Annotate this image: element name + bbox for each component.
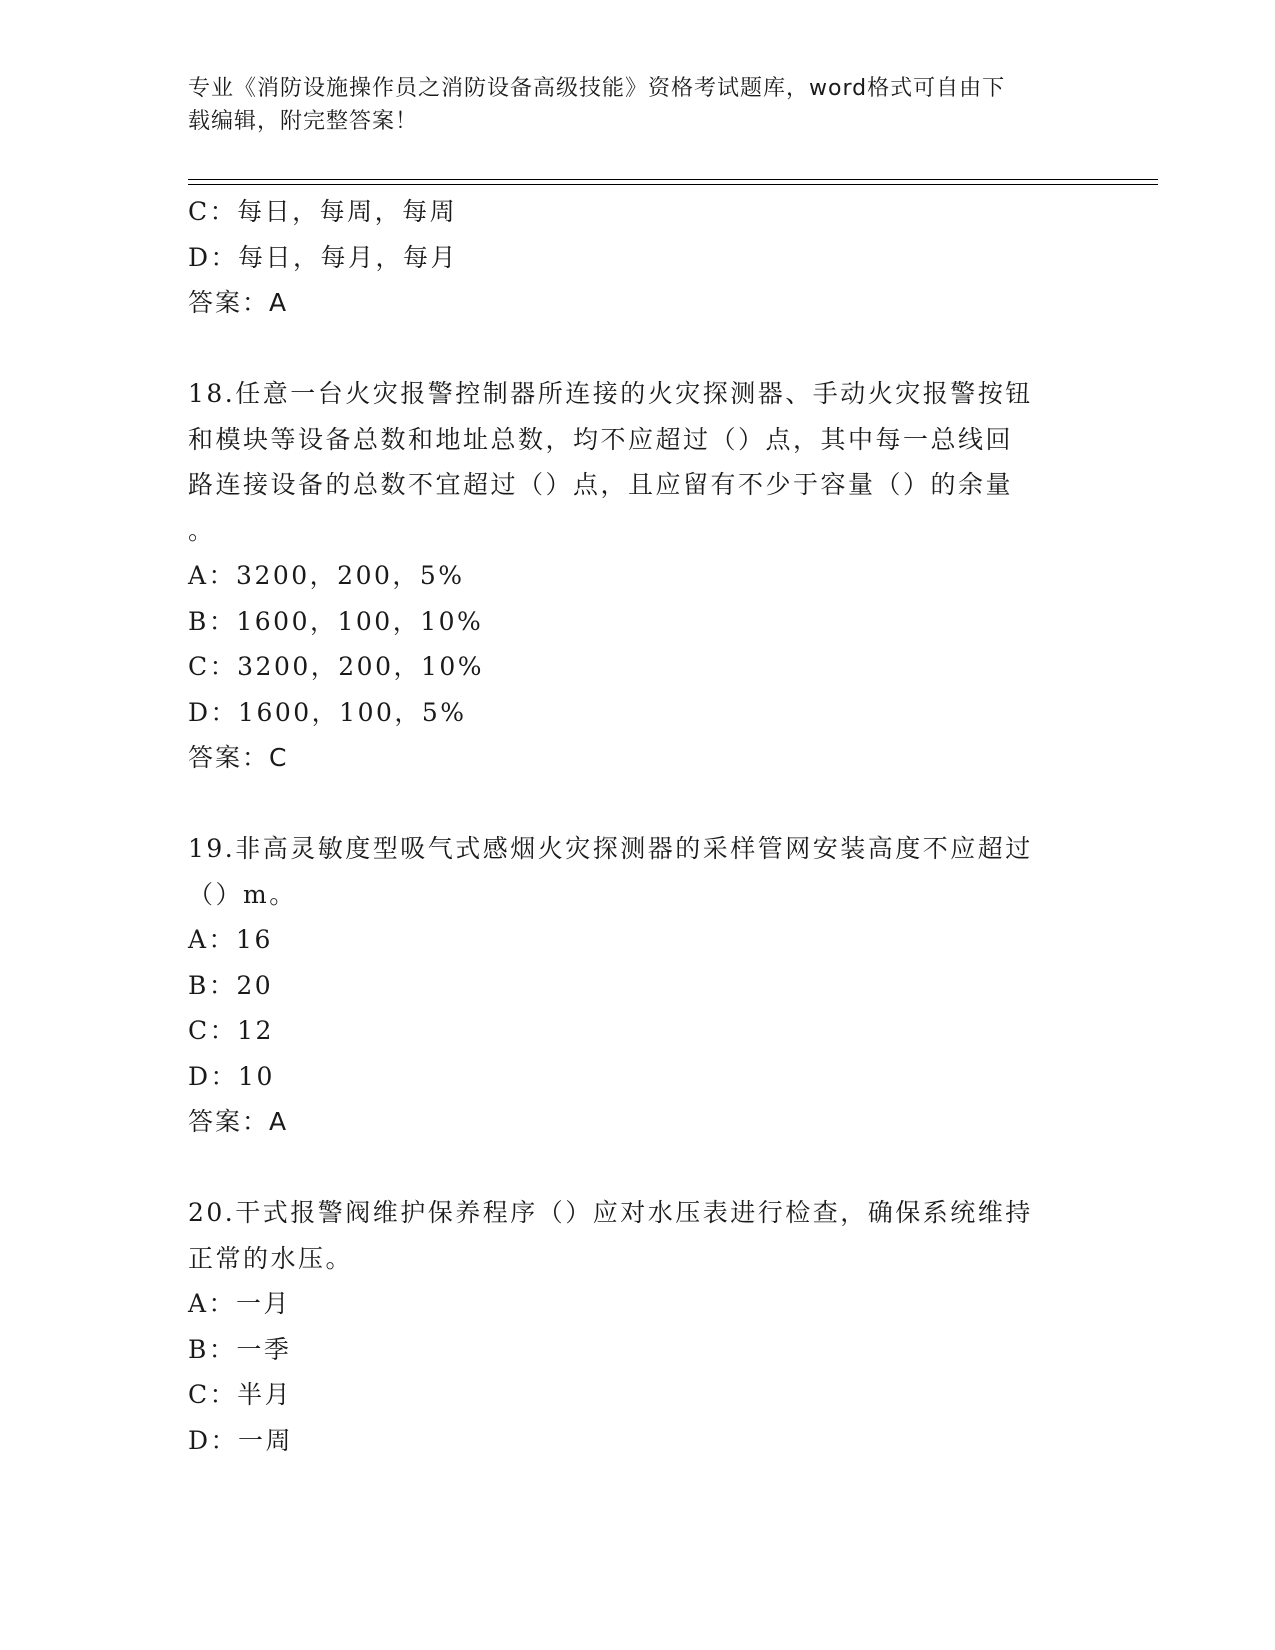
answer-line: 答案：A (188, 1107, 289, 1136)
option-c: C：12 (188, 1016, 274, 1045)
option-d: D：10 (188, 1061, 275, 1091)
question-text-line: 20.干式报警阀维护保养程序（）应对水压表进行检查，确保系统维持 (188, 1198, 1033, 1227)
header-line-1: 专业《消防设施操作员之消防设备高级技能》资格考试题库，word格式可自由下 (188, 76, 1006, 101)
option-a: A：一月 (188, 1289, 292, 1318)
question-text-line: （）m。 (188, 879, 297, 909)
question-text-line: 路连接设备的总数不宜超过（）点，且应留有不少于容量（）的余量 (188, 470, 1014, 499)
question-19 (188, 826, 1188, 1145)
document-header (188, 72, 1068, 138)
option-b: B：1600，100，10% (188, 606, 484, 636)
option-a: A：16 (188, 925, 273, 954)
option-d: D：一周 (188, 1425, 294, 1455)
question-20 (188, 1190, 1188, 1463)
answer-line: 答案：C (188, 743, 289, 772)
option-b: B：一季 (188, 1334, 292, 1364)
answer-line: 答案：A (188, 288, 289, 317)
document-body (188, 189, 1188, 1463)
question-text-line: 和模块等设备总数和地址总数，均不应超过（）点，其中每一总线回 (188, 424, 1014, 454)
question-text-line: 18.任意一台火灾报警控制器所连接的火灾探测器、手动火灾报警按钮 (188, 379, 1033, 408)
header-divider-bottom (188, 184, 1158, 185)
option-c: C：半月 (188, 1380, 293, 1409)
question-17-tail (188, 189, 1188, 326)
option-c: C：每日，每周，每周 (188, 197, 458, 226)
option-a: A：3200，200，5% (188, 561, 465, 590)
question-text-line: 。 (188, 515, 216, 545)
question-text-line: 19.非高灵敏度型吸气式感烟火灾探测器的采样管网安装高度不应超过 (188, 834, 1033, 863)
question-18 (188, 371, 1188, 781)
option-d: D：1600，100，5% (188, 697, 467, 727)
option-b: B：20 (188, 970, 274, 1000)
header-line-2: 载编辑，附完整答案！ (188, 109, 419, 134)
option-c: C：3200，200，10% (188, 652, 485, 681)
header-divider-top (188, 179, 1158, 180)
option-d: D：每日，每月，每月 (188, 242, 459, 272)
question-text-line: 正常的水压。 (188, 1243, 354, 1273)
